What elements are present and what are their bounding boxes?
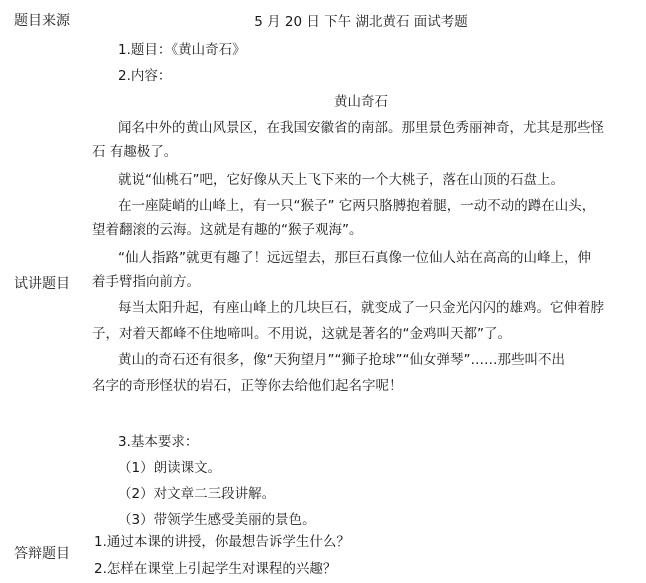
lecture-topic: 1.题目：《黄山奇石》 [118,42,246,58]
para3-line1: 在一座陡峭的山峰上，有一只“猴子” 它两只胳膊抱着腿，一动不动的蹲在山头， [118,198,596,214]
source-row [0,8,646,32]
requirement-3: （3）带领学生感受美丽的景色。 [118,512,316,528]
requirements-heading: 3.基本要求： [118,434,199,450]
source-value: 5 月 20 日 下午 湖北黄石 面试考题 [254,14,468,30]
para2: 就说“仙桃石”吧，它好像从天上飞下来的一个大桃子，落在山顶的石盘上。 [118,172,564,188]
para4-line1: “仙人指路”就更有趣了！远远望去，那巨石真像一位仙人站在高高的山峰上，伸 [118,250,591,266]
lecture-row [0,32,646,527]
article-title: 黄山奇石 [334,94,388,110]
defense-question-2: 2.怎样在课堂上引起学生对课程的兴趣？ [94,561,337,577]
requirement-1: （1）朗读课文。 [118,460,222,476]
lecture-content [84,32,638,527]
para1-line1: 闻名中外的黄山风景区，在我国安徽省的南部。那里景色秀丽神奇，尤其是那些怪 [118,120,604,136]
para6-line1: 黄山的奇石还有很多，像“天狗望月”“狮子抢球”“仙女弹琴”……那些叫不出 [118,352,565,368]
para4-line2: 着手臂指向前方。 [92,274,200,290]
content-heading: 2.内容： [118,68,172,84]
para5-line2: 子，对着天都峰不住地啼叫。不用说，这就是著名的“金鸡叫天都”了。 [92,326,511,342]
para5-line1: 每当太阳升起，有座山峰上的几块巨石，就变成了一只金光闪闪的雄鸡。它伸着脖 [118,300,604,316]
lecture-label: 试讲题目 [14,276,70,292]
defense-label: 答辩题目 [14,546,70,562]
para3-line2: 望着翻滚的云海。这就是有趣的“猴子观海”。 [92,222,363,238]
requirement-2: （2）对文章二三段讲解。 [118,486,276,502]
defense-row [0,527,646,583]
source-label: 题目来源 [14,13,70,29]
para6-line2: 名字的奇形怪状的岩石，正等你去给他们起名字呢！ [92,378,403,394]
defense-question-1: 1.通过本课的讲授，你最想告诉学生什么？ [94,534,350,550]
para1-line2: 石 有趣极了。 [92,144,178,160]
